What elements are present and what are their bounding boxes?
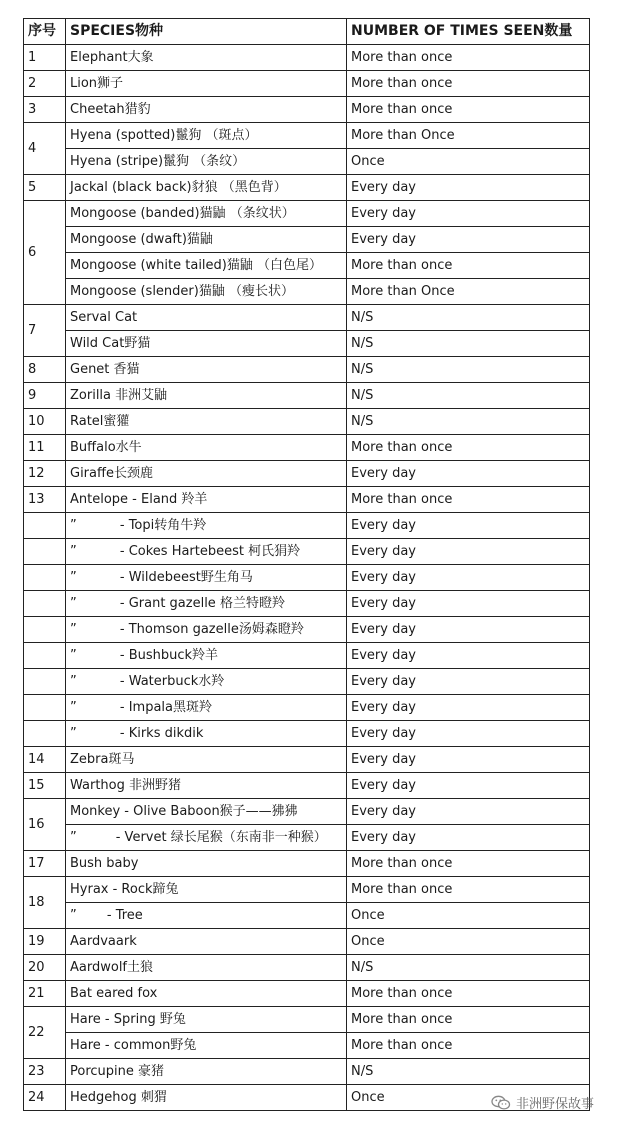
count-cell: N/S [347,383,590,409]
row-number [24,591,66,617]
species-cell: Mongoose (banded)猫鼬 （条纹状） [66,201,347,227]
table-body [24,45,590,1111]
count-cell: More than Once [347,279,590,305]
species-cell: ” - Thomson gazelle汤姆森瞪羚 [66,617,347,643]
row-number [24,539,66,565]
row-number: 1 [24,45,66,71]
table-row [24,1007,590,1033]
count-cell: More than once [347,981,590,1007]
table-row [24,175,590,201]
species-cell: ” - Waterbuck水羚 [66,669,347,695]
species-cell: Mongoose (dwaft)猫鼬 [66,227,347,253]
table-row [24,97,590,123]
table-row [24,981,590,1007]
count-cell: Every day [347,669,590,695]
species-cell: Hyena (spotted)鬣狗 （斑点） [66,123,347,149]
table-row [24,357,590,383]
table-row [24,1059,590,1085]
row-number: 5 [24,175,66,201]
table-row [24,383,590,409]
species-cell: ” - Impala黑斑羚 [66,695,347,721]
row-number [24,643,66,669]
row-number: 23 [24,1059,66,1085]
table-row [24,435,590,461]
count-cell: Every day [347,513,590,539]
table-row [24,227,590,253]
species-cell: Lion狮子 [66,71,347,97]
header-species: SPECIES物种 [66,19,347,45]
table-row [24,877,590,903]
table-row [24,539,590,565]
species-cell: Antelope - Eland 羚羊 [66,487,347,513]
count-cell: More than once [347,851,590,877]
species-cell: ” - Tree [66,903,347,929]
table-row [24,695,590,721]
table-row [24,773,590,799]
count-cell: Every day [347,773,590,799]
row-number [24,565,66,591]
table-row [24,721,590,747]
table-row [24,799,590,825]
table-row [24,71,590,97]
table-row [24,617,590,643]
count-cell: Every day [347,825,590,851]
row-number [24,669,66,695]
species-cell: Wild Cat野猫 [66,331,347,357]
table-row [24,955,590,981]
species-cell: Buffalo水牛 [66,435,347,461]
count-cell: N/S [347,955,590,981]
species-cell: Cheetah猎豹 [66,97,347,123]
species-cell: Ratel蜜獾 [66,409,347,435]
count-cell: More than once [347,877,590,903]
row-number: 2 [24,71,66,97]
count-cell: Every day [347,695,590,721]
species-cell: Jackal (black back)豺狼 （黑色背） [66,175,347,201]
count-cell: More than once [347,71,590,97]
table-row [24,149,590,175]
row-number: 7 [24,305,66,357]
species-cell: ” - Vervet 绿长尾猴（东南非一种猴） [66,825,347,851]
count-cell: Every day [347,175,590,201]
species-cell: Serval Cat [66,305,347,331]
header-row [24,19,590,45]
header-no: 序号 [24,19,66,45]
count-cell: Every day [347,201,590,227]
species-cell: ” - Kirks dikdik [66,721,347,747]
watermark-text: 非洲野保故事 [515,1097,594,1112]
row-number: 17 [24,851,66,877]
species-cell: ” - Bushbuck羚羊 [66,643,347,669]
species-cell: ” - Grant gazelle 格兰特瞪羚 [66,591,347,617]
species-cell: ” - Cokes Hartebeest 柯氏狷羚 [66,539,347,565]
row-number: 6 [24,201,66,305]
table-row [24,643,590,669]
count-cell: Every day [347,461,590,487]
table-row [24,825,590,851]
species-cell: Zorilla 非洲艾鼬 [66,383,347,409]
species-cell: Aardwolf土狼 [66,955,347,981]
count-cell: Every day [347,721,590,747]
count-cell: N/S [347,331,590,357]
table-row [24,201,590,227]
count-cell: N/S [347,357,590,383]
table-row [24,565,590,591]
species-cell: Hare - common野兔 [66,1033,347,1059]
table-row [24,123,590,149]
count-cell: N/S [347,1059,590,1085]
count-cell: Every day [347,799,590,825]
header-count: NUMBER OF TIMES SEEN数量 [347,19,590,45]
wechat-icon [491,1095,511,1111]
count-cell: Every day [347,617,590,643]
row-number: 22 [24,1007,66,1059]
count-cell: N/S [347,409,590,435]
count-cell: More than once [347,45,590,71]
table-row [24,669,590,695]
table-row [24,591,590,617]
row-number: 13 [24,487,66,513]
row-number: 16 [24,799,66,851]
row-number: 8 [24,357,66,383]
table-row [24,461,590,487]
table-row [24,903,590,929]
table-row [24,45,590,71]
count-cell: Every day [347,591,590,617]
row-number: 20 [24,955,66,981]
species-cell: Aardvaark [66,929,347,955]
count-cell: More than once [347,435,590,461]
row-number: 19 [24,929,66,955]
species-cell: Bush baby [66,851,347,877]
count-cell: Every day [347,643,590,669]
row-number: 11 [24,435,66,461]
row-number [24,513,66,539]
count-cell: More than once [347,97,590,123]
species-cell: Hedgehog 刺猬 [66,1085,347,1111]
table-row [24,409,590,435]
row-number: 14 [24,747,66,773]
species-cell: Mongoose (slender)猫鼬 （瘦长状） [66,279,347,305]
species-cell: Giraffe长颈鹿 [66,461,347,487]
row-number: 21 [24,981,66,1007]
count-cell: More than once [347,253,590,279]
species-cell: Genet 香猫 [66,357,347,383]
row-number: 15 [24,773,66,799]
count-cell: Every day [347,227,590,253]
species-cell: Bat eared fox [66,981,347,1007]
species-cell: Hyena (stripe)鬣狗 （条纹） [66,149,347,175]
row-number [24,721,66,747]
species-cell: Elephant大象 [66,45,347,71]
table-row [24,1033,590,1059]
species-cell: Monkey - Olive Baboon猴子——狒狒 [66,799,347,825]
species-cell: ” - Wildebeest野生角马 [66,565,347,591]
species-cell: Porcupine 豪猪 [66,1059,347,1085]
row-number: 4 [24,123,66,175]
table-row [24,929,590,955]
count-cell: Once [347,929,590,955]
table-row [24,279,590,305]
table-row [24,513,590,539]
row-number: 12 [24,461,66,487]
table-row [24,305,590,331]
count-cell: Every day [347,565,590,591]
count-cell: Once [347,1085,590,1111]
watermark [491,1093,594,1112]
table-row [24,747,590,773]
count-cell: Once [347,903,590,929]
species-cell: Mongoose (white tailed)猫鼬 （白色尾） [66,253,347,279]
species-table [23,18,590,1111]
species-cell: Hyrax - Rock蹄兔 [66,877,347,903]
row-number: 24 [24,1085,66,1111]
row-number: 18 [24,877,66,929]
table-row [24,253,590,279]
table-row [24,487,590,513]
species-cell: Warthog 非洲野猪 [66,773,347,799]
count-cell: More than Once [347,123,590,149]
row-number: 9 [24,383,66,409]
table-row [24,331,590,357]
table-row [24,851,590,877]
count-cell: More than once [347,1007,590,1033]
count-cell: Every day [347,539,590,565]
row-number [24,695,66,721]
count-cell: More than once [347,487,590,513]
count-cell: Every day [347,747,590,773]
count-cell: N/S [347,305,590,331]
species-cell: ” - Topi转角牛羚 [66,513,347,539]
row-number: 10 [24,409,66,435]
species-cell: Zebra斑马 [66,747,347,773]
count-cell: More than once [347,1033,590,1059]
count-cell: Once [347,149,590,175]
row-number [24,617,66,643]
row-number: 3 [24,97,66,123]
species-cell: Hare - Spring 野兔 [66,1007,347,1033]
